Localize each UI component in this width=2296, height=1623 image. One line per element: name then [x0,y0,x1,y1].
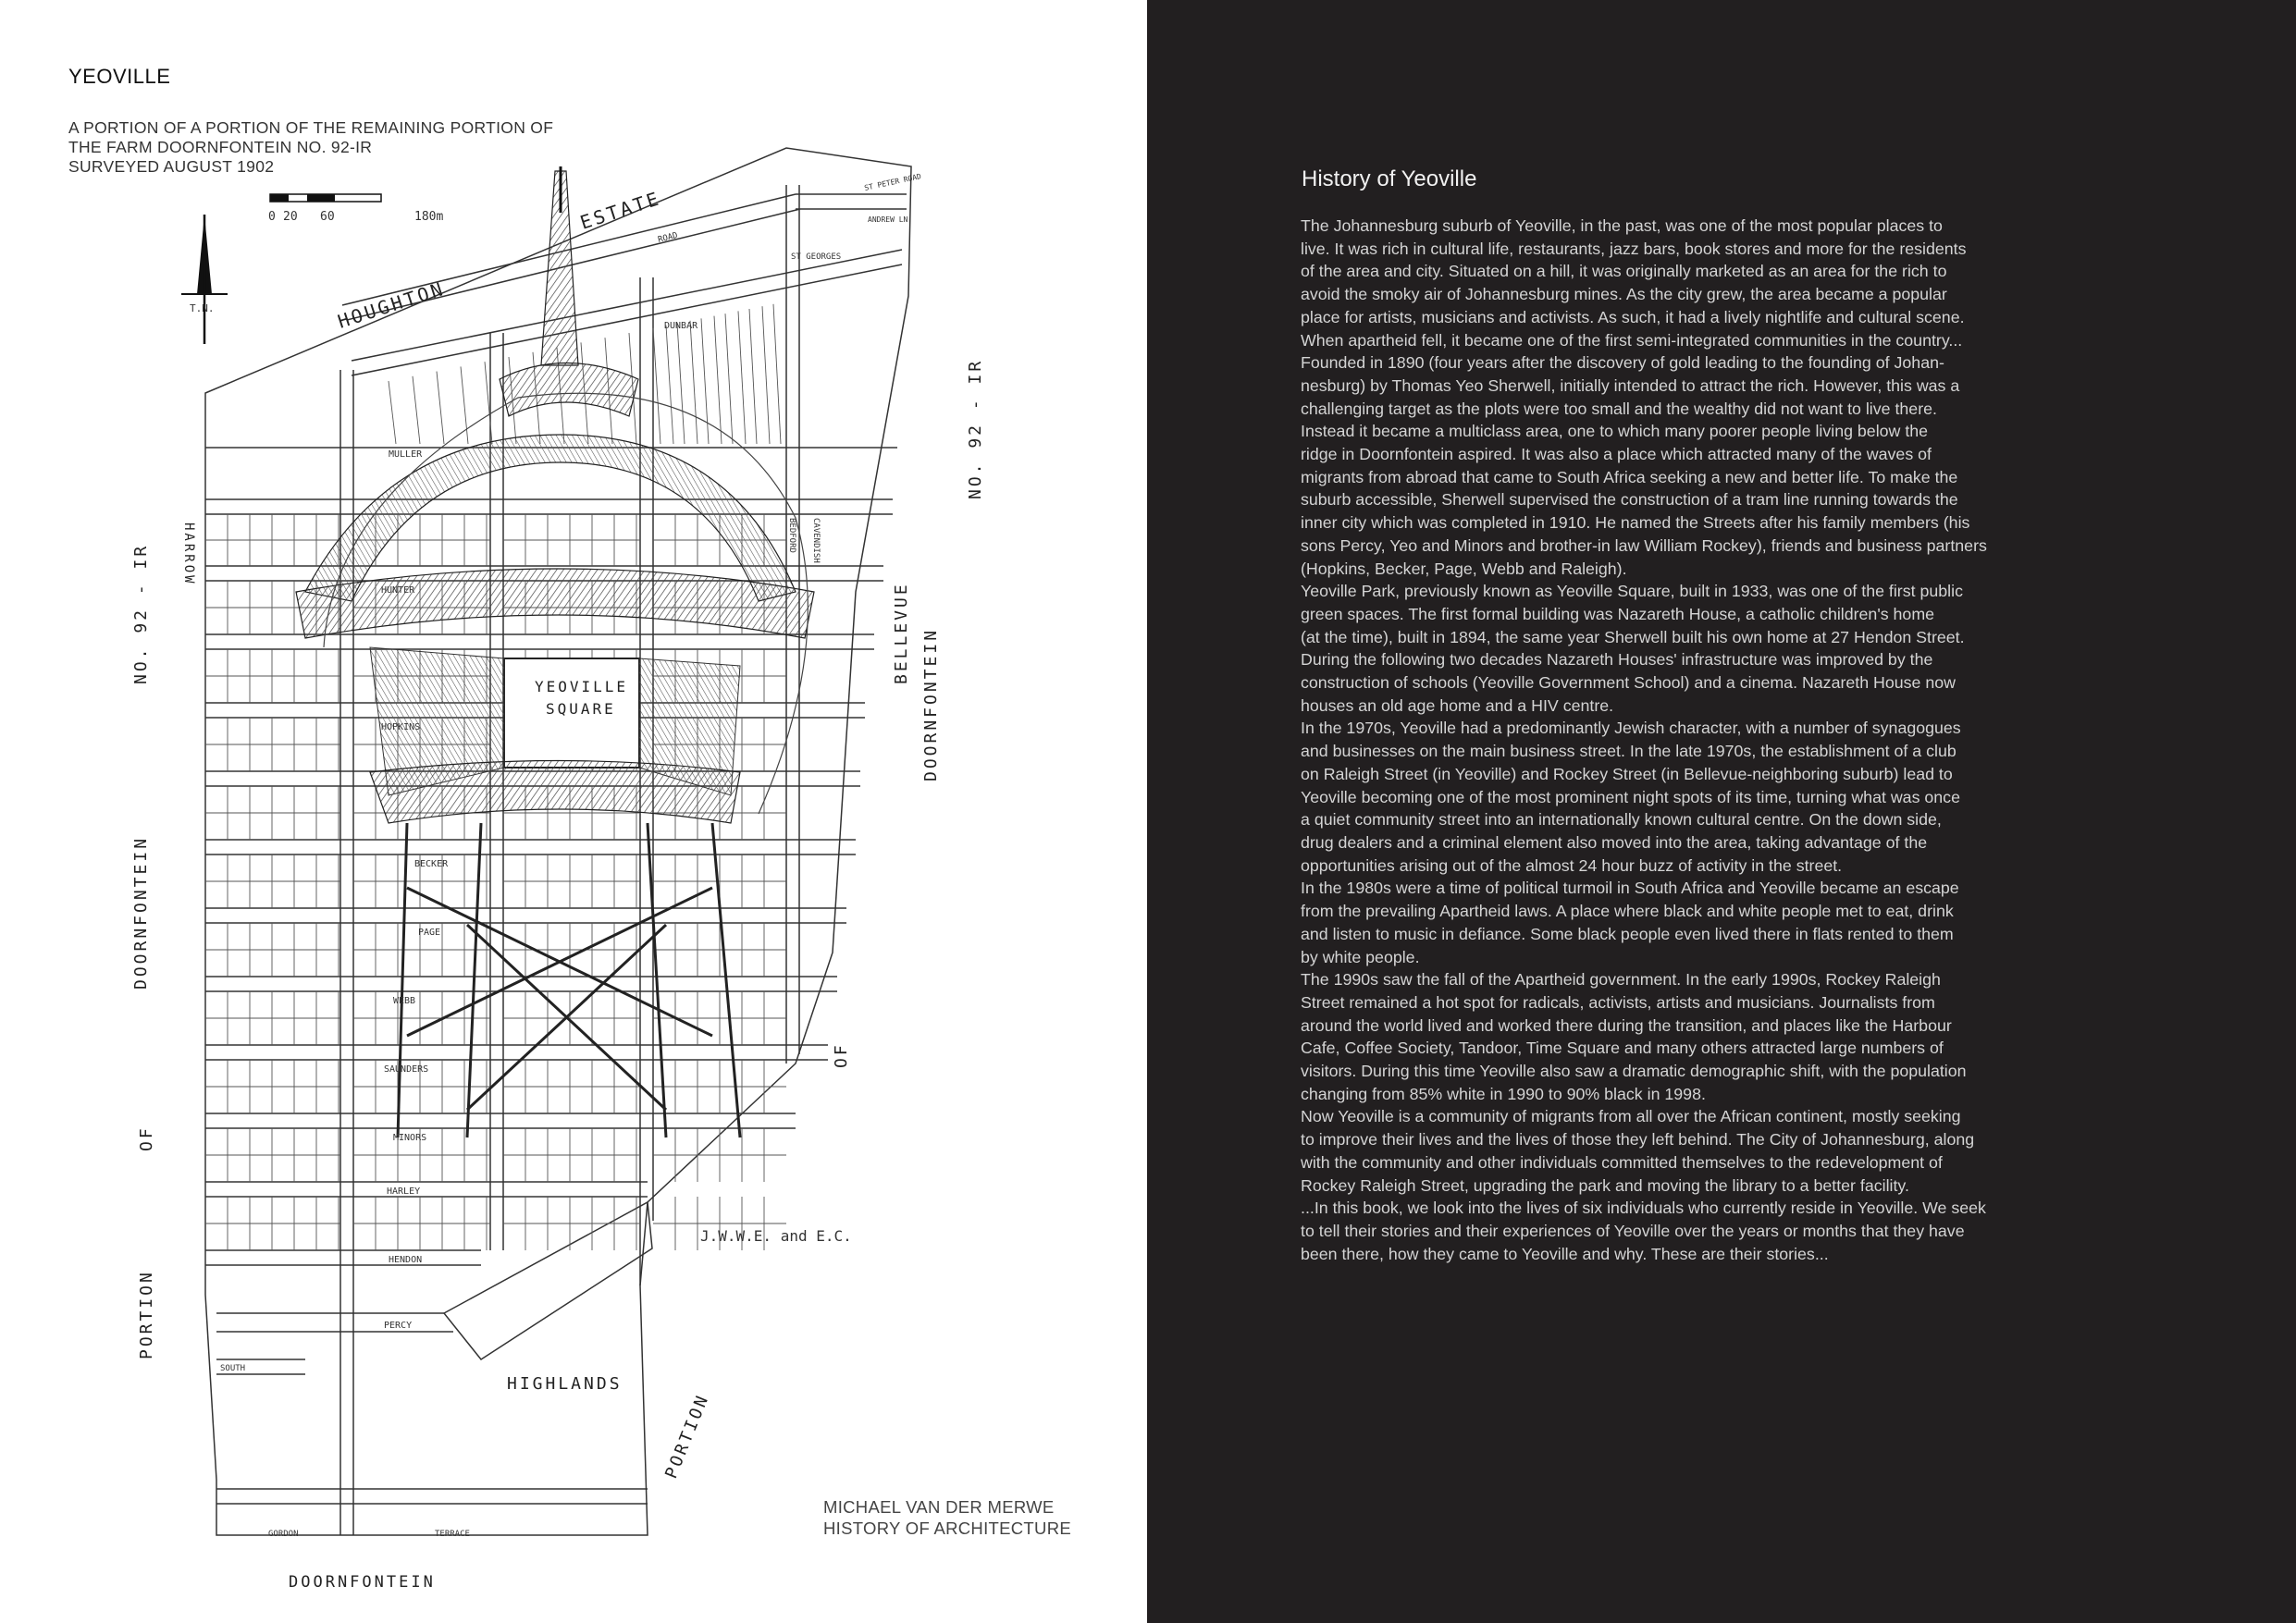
history-line: Instead it became a multiclass area, one to which many poorer people living below the [1301,422,1929,441]
history-line: nesburg) by Thomas Yeo Sherwell, initially intended to attract the rich. However, this was a [1301,375,1960,395]
street-label: CAVENDISH [811,518,821,563]
history-line: sons Percy, Yeo and Minors and brother-in law William Rockey), friends and business partners [1301,535,1987,555]
history-line: (Hopkins, Becker, Page, Webb and Raleigh). [1301,559,1627,578]
history-line: to improve their lives and the lives of those they left behind. The City of Johannesburg, along [1301,1130,1975,1150]
history-line: green spaces. The first formal building was Nazareth House, a catholic children's home [1301,604,1935,623]
street-label: ST PETER ROAD [863,172,922,192]
history-line: migrants from abroad that came to South Africa seeking a new and better life. To make the [1301,467,1958,486]
scale-label: 20 [283,210,298,224]
history-line: When apartheid fell, it became one of the first semi-integrated communities in the country... [1301,330,1963,350]
scale-bar [268,194,443,224]
bellevue-label: BELLEVUE [892,582,911,684]
history-line: avoid the smoky air of Johannesburg mines. As the city grew, the area became a popular [1301,285,1947,304]
history-line: Founded in 1890 (four years after the discovery of gold leading to the founding of Johan- [1301,353,1944,373]
street-label: WEBB [393,996,416,1006]
history-line: (at the time), built in 1894, the same year Sherwell built his own home at 27 Hendon Street. [1301,627,1965,646]
history-line: been there, how they came to Yeoville and why. These are their stories... [1301,1244,1829,1263]
street-label: ROAD [657,230,679,245]
street-label: MULLER [389,449,423,460]
north-label: T.N. [190,302,215,314]
houghton-label: HOUGHTON [335,277,448,333]
history-line: opportunities arising out of the almost 24 hour buzz of activity in the street. [1301,855,1843,875]
street-label: GORDON [268,1530,299,1539]
street-label: HUNTER [381,585,415,596]
scale-label: 0 [268,210,276,224]
history-line: ridge in Doornfontein aspired. It was also a place which attracted many of the waves of [1301,445,1932,464]
yeoville-survey-map [0,0,1147,1623]
street-label: SAUNDERS [384,1064,429,1075]
estate-label: ESTATE [577,187,664,234]
yeoville-square [504,658,639,768]
harrow-label: HARROW [181,523,196,586]
history-line: by white people. [1301,947,1420,966]
history-line: live. It was rich in cultural life, restaurants, jazz bars, book stores and more for the residents [1301,239,1967,258]
history-line: The Johannesburg suburb of Yeoville, in the past, was one of the most popular places to [1301,216,1943,235]
doornfontein-right-label: DOORNFONTEIN [921,627,941,781]
history-line: visitors. During this time Yeoville also saw a dramatic demographic shift, with the population [1301,1062,1967,1081]
history-line: ...In this book, we look into the lives of six individuals who currently reside in Yeoville. We seek [1301,1199,1986,1218]
history-line: In the 1970s, Yeoville had a predominantly Jewish character, with a number of synagogues [1301,719,1961,738]
street-label: ANDREW LN [868,215,908,224]
street-label: DUNBAR [664,321,698,331]
history-line: houses an old age home and a HIV centre. [1301,695,1614,715]
history-line: The 1990s saw the fall of the Apartheid government. In the early 1990s, Rockey Raleigh [1301,970,1941,990]
history-line: on Raleigh Street (in Yeoville) and Rockey Street (in Bellevue-neighboring suburb) lead to [1301,764,1953,783]
history-line: from the prevailing Apartheid laws. A place where black and white people met to eat, drink [1301,902,1954,921]
history-heading: History of Yeoville [1302,166,1477,191]
street-label: SOUTH [220,1364,246,1373]
history-line: and businesses on the main business street. In the late 1970s, the establishment of a club [1301,742,1957,761]
street-label: PERCY [384,1321,413,1331]
history-line: around the world lived and worked there during the transition, and places like the Harbour [1301,1015,1952,1035]
history-line: inner city which was completed in 1910. He named the Streets after his family members (his [1301,513,1970,533]
history-line: a quiet community street into an internationally known cultural centre. On the down side, [1301,810,1942,830]
history-line: and listen to music in defiance. Some black people even lived there in flats rented to them [1301,924,1954,943]
street-label: TERRACE [435,1530,470,1539]
portion-left-label: PORTION [137,1270,156,1359]
of-right-label: OF [832,1042,851,1068]
street-label: HENDON [389,1255,423,1265]
history-line: with the community and other individuals committed themselves to the redevelopment of [1301,1152,1943,1172]
history-line: Yeoville Park, previously known as Yeoville Square, built in 1933, was one of the first public [1301,582,1963,601]
no92-left-label: NO. 92 - IR [131,543,151,684]
author-credit [823,1496,1071,1539]
left-page [0,0,1147,1623]
no92-right-label: NO. 92 - IR [966,358,985,499]
history-line: suburb accessible, Sherwell supervised the construction of a tram line running towards the [1301,490,1958,510]
scale-label: 180m [414,210,444,224]
history-line: Cafe, Coffee Society, Tandoor, Time Square and many others attracted large numbers of [1301,1039,1944,1058]
yeoville-square-label: SQUARE [546,700,616,718]
north-arrow-icon [181,215,228,344]
street-label: HARLEY [387,1187,421,1197]
course-name: HISTORY OF ARCHITECTURE [823,1518,1071,1538]
history-line: challenging target as the plots were too small and the wealthy did not want to live there. [1301,399,1937,418]
history-line: construction of schools (Yeoville Government School) and a cinema. Nazareth House now [1301,673,1957,693]
history-line: In the 1980s were a time of political turmoil in South Africa and Yeoville became an escape [1301,879,1959,898]
author-name: MICHAEL VAN DER MERWE [823,1497,1055,1517]
history-line: drug dealers and a criminal element also moved into the area, taking advantage of the [1301,832,1928,852]
history-line: changing from 85% white in 1990 to 90% black in 1998. [1301,1084,1706,1103]
history-line: Yeoville becoming one of the most prominent night spots of its time, turning what was once [1301,787,1960,806]
map-title: YEOVILLE [68,65,171,88]
street-label: MINORS [393,1133,427,1143]
street-label: BECKER [414,859,449,869]
street-label: PAGE [418,928,441,938]
survey-line: SURVEYED AUGUST 1902 [68,157,275,176]
street-label: BEDFORD [787,518,796,553]
history-line: Street remained a hot spot for radicals, activists, artists and musicians. Journalists from [1301,992,1935,1012]
portion-right-label: PORTION [661,1391,713,1482]
street-label: HOPKINS [381,722,421,732]
survey-line: A PORTION OF A PORTION OF THE REMAINING PORTION OF [68,118,554,137]
doornfontein-left-label: DOORNFONTEIN [131,835,151,990]
history-line: place for artists, musicians and activists. As such, it had a lively nightlife and cultural scene. [1301,307,1965,326]
history-line: During the following two decades Nazareth Houses' infrastructure was improved by the [1301,650,1933,670]
street-label: ST GEORGES [791,252,842,262]
scale-label: 60 [320,210,335,224]
survey-line: THE FARM DOORNFONTEIN NO. 92-IR [68,138,373,156]
yeoville-square-label: YEOVILLE [535,678,629,695]
history-line: to tell their stories and their experiences of Yeoville over the years or months that they have [1301,1221,1965,1240]
history-line: Rockey Raleigh Street, upgrading the park and moving the library to a better facility. [1301,1175,1909,1195]
history-text [1301,215,2170,1265]
jwwe-label: J.W.W.E. and E.C. [700,1227,852,1245]
highlands-label: HIGHLANDS [507,1374,623,1394]
of-left-label: OF [137,1125,156,1151]
history-line: of the area and city. Situated on a hill, it was originally marketed as an area for the rich to [1301,262,1947,281]
doornfontein-bottom-label: DOORNFONTEIN [289,1573,436,1592]
history-line: Now Yeoville is a community of migrants from all over the African continent, mostly seeking [1301,1107,1961,1126]
